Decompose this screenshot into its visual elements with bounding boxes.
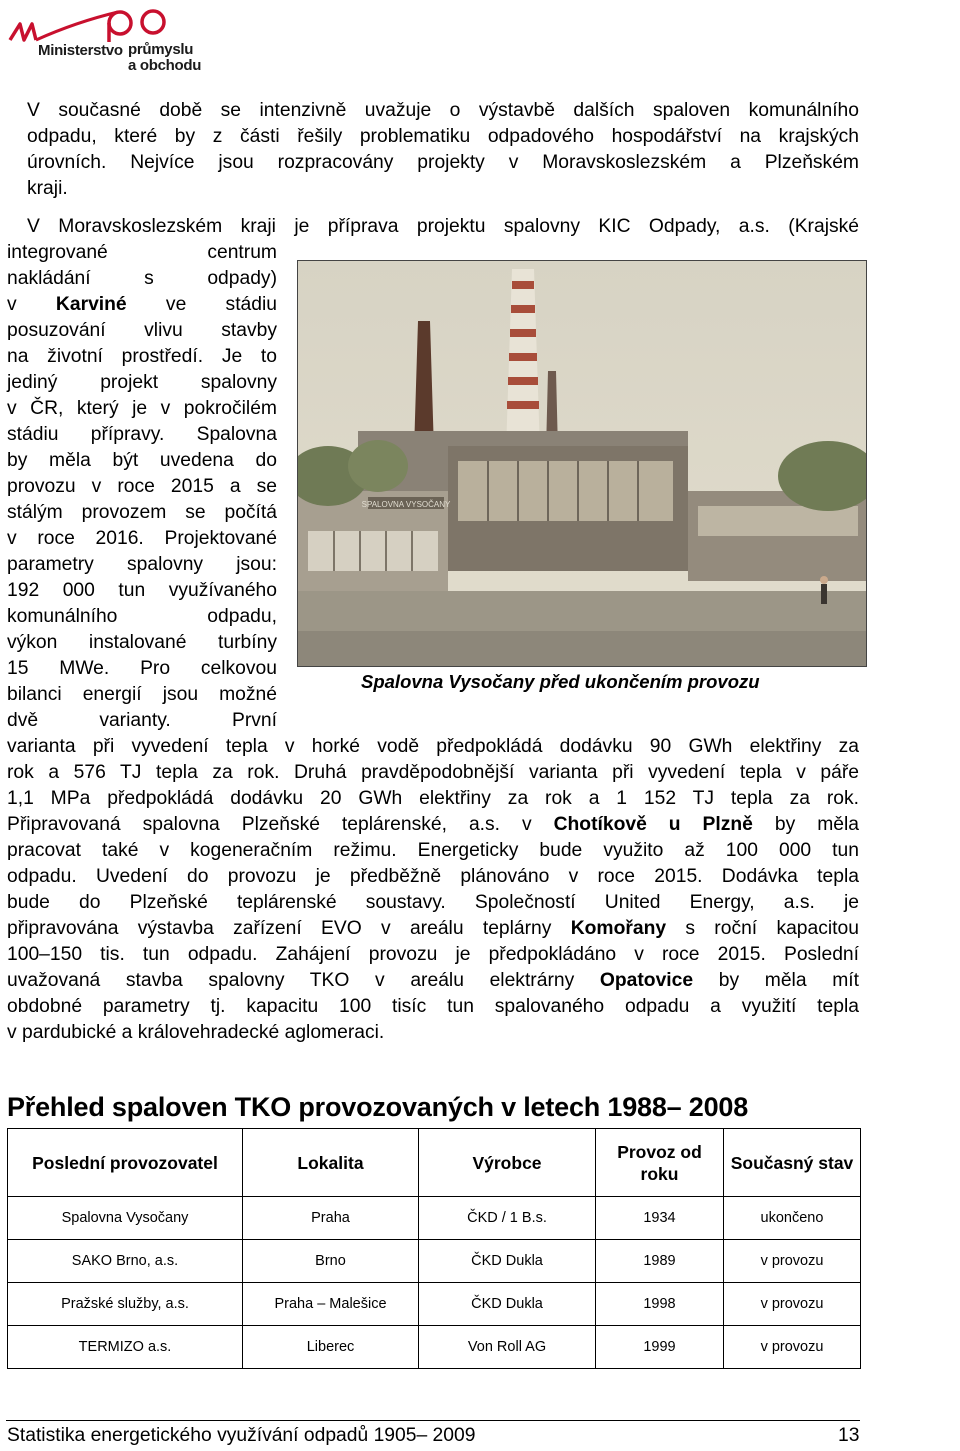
table-title: Přehled spaloven TKO provozovaných v letech 1988– 2008 — [7, 1092, 749, 1122]
wrapped-column — [7, 240, 277, 734]
header-operating-since: Provoz od roku — [596, 1129, 724, 1197]
text-line: výkon instalované turbíny — [7, 632, 277, 653]
incinerator-photo-illustration — [298, 261, 866, 666]
ministry-logo — [6, 2, 206, 82]
text-line: integrované centrum — [7, 242, 277, 263]
table-cell: ČKD Dukla — [419, 1283, 596, 1326]
text-line: dvě varianty. První — [7, 710, 277, 731]
building-sign: SPALOVNA VYSOČANY — [361, 500, 451, 509]
text-line: kraji. — [27, 178, 68, 199]
table-cell: v provozu — [724, 1283, 861, 1326]
text-line: 100–150 tis. tun odpadu. Zahájení provozu je předpokládáno v roce 2015. Poslední — [7, 944, 859, 965]
table-cell: ČKD / 1 B.s. — [419, 1197, 596, 1240]
header-current-status: Současný stav — [724, 1129, 861, 1197]
header-locality: Lokalita — [243, 1129, 419, 1197]
table-cell: Liberec — [243, 1326, 419, 1369]
text-line: odpadu. Uvedení do provozu je předběžně plánováno v roce 2015. Dodávka tepla — [7, 866, 859, 887]
logo-text-ministerstvo: Ministerstvo — [38, 42, 123, 59]
table-cell: Pražské služby, a.s. — [8, 1283, 243, 1326]
text-line: bude do Plzeňské teplárenské soustavy. Společností United Energy, a.s. je — [7, 892, 859, 913]
text-line: V současné době se intenzivně uvažuje o výstavbě dalších spaloven komunálního — [27, 100, 859, 121]
table-row — [8, 1283, 861, 1326]
table-cell: 1999 — [596, 1326, 724, 1369]
text-line: varianta při vyvedení tepla v horké vodě předpokládá dodávku 90 GWh elektřiny za — [7, 736, 859, 757]
text-line: Připravovaná spalovna Plzeňské teplárenské, a.s. v Chotíkově u Plzně by měla — [7, 814, 859, 835]
table-cell: 1998 — [596, 1283, 724, 1326]
table-cell: Praha – Malešice — [243, 1283, 419, 1326]
text-line: stádiu přípravy. Spalovna — [7, 424, 277, 445]
text-line: nakládání s odpady) — [7, 268, 277, 289]
text-line: 1,1 MPa předpokládá dodávku 20 GWh elektřiny za rok a 1 152 TJ tepla za rok. — [7, 788, 859, 809]
footer-divider — [6, 1420, 860, 1421]
text-line: V Moravskoslezském kraji je příprava projektu spalovny KIC Odpady, a.s. (Krajské — [27, 216, 859, 237]
text-line: 192 000 tun využívaného — [7, 580, 277, 601]
logo-text-prumyslu — [128, 42, 201, 74]
text-line: posuzování vlivu stavby — [7, 320, 277, 341]
text-line: komunálního odpadu, — [7, 606, 277, 627]
text-line: obdobné parametry tj. kapacitu 100 tisíc tun spalovaného odpadu a využití tepla — [7, 996, 859, 1017]
table-row — [8, 1326, 861, 1369]
table-cell: ukončeno — [724, 1197, 861, 1240]
table-cell: ČKD Dukla — [419, 1240, 596, 1283]
table-cell: 1934 — [596, 1197, 724, 1240]
text-line: provozu v roce 2015 a se — [7, 476, 277, 497]
text-line: na životní prostředí. Je to — [7, 346, 277, 367]
header-manufacturer: Výrobce — [419, 1129, 596, 1197]
table-cell: Praha — [243, 1197, 419, 1240]
text-line: stálým provozem se počítá — [7, 502, 277, 523]
table-cell: SAKO Brno, a.s. — [8, 1240, 243, 1283]
table-cell: 1989 — [596, 1240, 724, 1283]
text-line: v ČR, který je v pokročilém — [7, 398, 277, 419]
text-line: parametry spalovny jsou: — [7, 554, 277, 575]
text-line: pracovat také v kogeneračním režimu. Energeticky bude využito až 100 000 tun — [7, 840, 859, 861]
table-cell: Von Roll AG — [419, 1326, 596, 1369]
text-line: úrovních. Nejvíce jsou rozpracovány projekty v Moravskoslezském a Plzeňském — [27, 152, 859, 173]
paragraph-2-continuation — [7, 734, 859, 1046]
logo-line-obchodu: a obchodu — [128, 57, 202, 74]
table-header-row — [8, 1129, 861, 1197]
page-number: 13 — [838, 1425, 860, 1446]
table-cell: v provozu — [724, 1240, 861, 1283]
footer-title: Statistika energetického využívání odpadů 1905– 2009 — [7, 1425, 476, 1446]
text-line: v pardubické a královehradecké aglomeraci. — [7, 1022, 385, 1043]
text-line: odpadu, které by z části řešily problematiku odpadového hospodářství na krajských — [27, 126, 859, 147]
text-line: v Karviné ve stádiu — [7, 294, 278, 315]
paragraph-1 — [27, 98, 859, 176]
text-line: v roce 2016. Projektované — [7, 528, 277, 549]
text-line: rok a 576 TJ tepla za rok. Druhá pravděpodobnější varianta při vyvedení tepla v páře — [7, 762, 859, 783]
text-line: uvažovaná stavba spalovny TKO v areálu elektrárny Opatovice by měla mít — [7, 970, 859, 991]
text-line: bilanci energií jsou možné — [7, 684, 277, 705]
text-line: připravována výstavba zařízení EVO v areálu teplárny Komořany s roční kapacitou — [7, 918, 859, 939]
text-line: jediný projekt spalovny — [7, 372, 277, 393]
incinerator-photo — [297, 260, 867, 667]
table-cell: TERMIZO a.s. — [8, 1326, 243, 1369]
logo-line-prumyslu: průmyslu — [128, 41, 194, 58]
table-cell: v provozu — [724, 1326, 861, 1369]
table-row — [8, 1240, 861, 1283]
table-cell: Spalovna Vysočany — [8, 1197, 243, 1240]
photo-caption: Spalovna Vysočany před ukončením provozu — [361, 671, 760, 692]
text-line: 15 MWe. Pro celkovou — [7, 658, 277, 679]
table-row — [8, 1197, 861, 1240]
table-cell: Brno — [243, 1240, 419, 1283]
incinerator-table — [7, 1128, 861, 1369]
header-operator: Poslední provozovatel — [8, 1129, 243, 1197]
text-line: by měla být uvedena do — [7, 450, 277, 471]
